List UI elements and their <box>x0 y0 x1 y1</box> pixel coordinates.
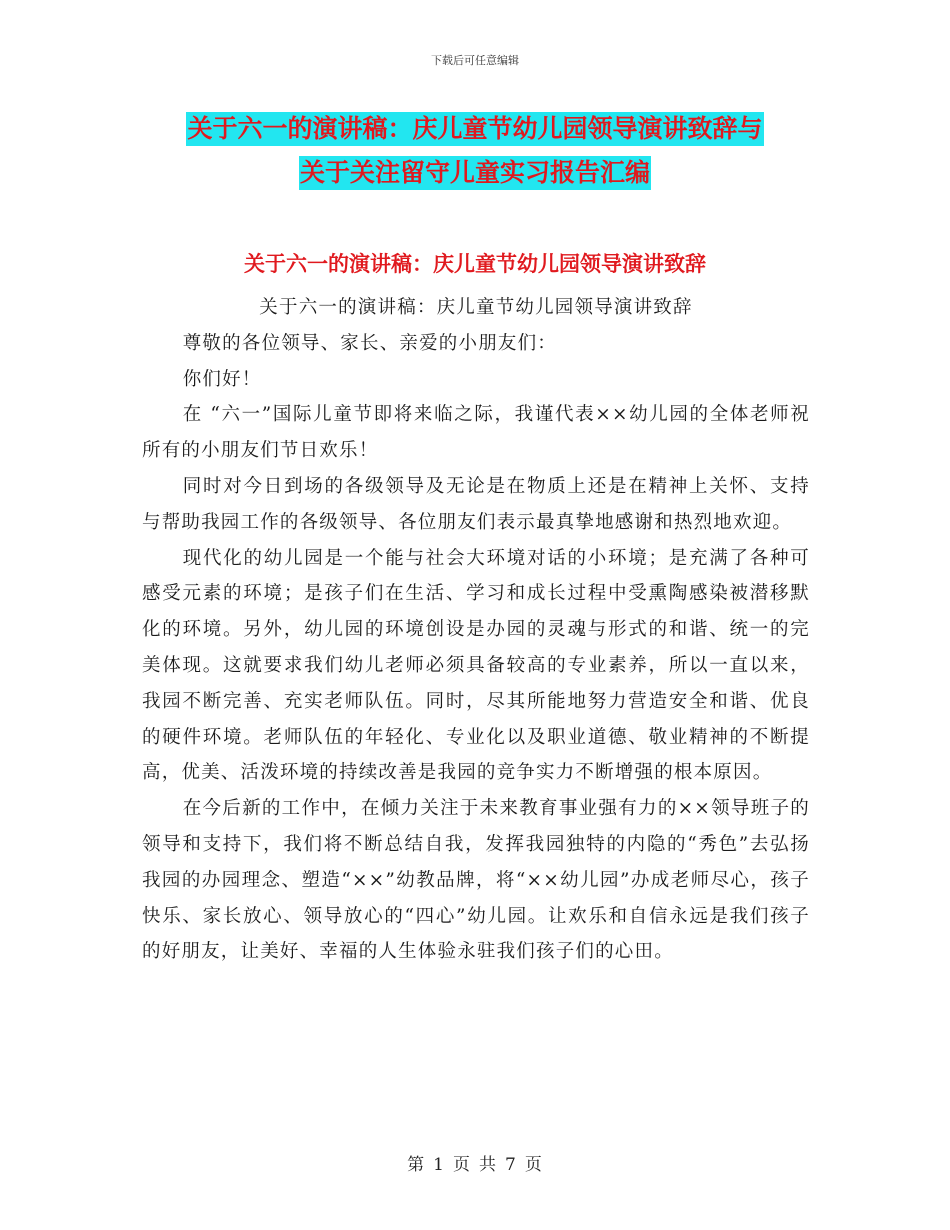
paragraph: 同时对今日到场的各级领导及无论是在物质上还是在精神上关怀、支持与帮助我园工作的各级领导、各位朋友们表示最真挚地感谢和热烈地欢迎。 <box>142 475 810 533</box>
page-footer <box>0 1150 950 1175</box>
footer-ye: 页 <box>453 1155 471 1175</box>
page-header: 下载后可任意编辑 <box>431 54 519 67</box>
footer-ye2: 页 <box>524 1155 543 1175</box>
title-text-2: 关于关注留守儿童实习报告汇编 <box>299 156 651 190</box>
document-body <box>142 290 810 970</box>
footer-di: 第 <box>407 1155 426 1175</box>
document-title-line-2 <box>0 156 950 190</box>
title-text-1: 关于六一的演讲稿：庆儿童节幼儿园领导演讲致辞与 <box>186 112 763 146</box>
footer-gong: 共 <box>479 1155 497 1175</box>
page-number: 1 <box>433 1155 445 1175</box>
paragraph: 在今后新的工作中，在倾力关注于未来教育事业强有力的××领导班子的领导和支持下，我们将不断总结自我，发挥我园独特的内隐的“秀色”去弘扬我园的办园理念、塑造“××”幼教品牌，将“××幼儿园”办成老师尽心，孩子快乐、家长放心、领导放心的“四心”幼儿园。让欢乐和自信永远是我们孩子的好朋友，让美好、幸福的人生体验永驻我们孩子们的心田。 <box>142 798 810 963</box>
paragraph: 你们好！ <box>182 368 262 390</box>
paragraph: 在 “六一”国际儿童节即将来临之际，我谨代表××幼儿园的全体老师祝所有的小朋友们节日欢乐！ <box>142 404 810 462</box>
paragraph: 关于六一的演讲稿：庆儿童节幼儿园领导演讲致辞 <box>259 297 693 318</box>
paragraph: 现代化的幼儿园是一个能与社会大环境对话的小环境；是充满了各种可感受元素的环境；是孩子们在生活、学习和成长过程中受熏陶感染被潜移默化的环境。另外，幼儿园的环境创设是办园的灵魂与形式的和谐、统一的完美体现。这就要求我们幼儿老师必须具备较高的专业素养，所以一直以来，我园不断完善、充实老师队伍。同时，尽其所能地努力营造安全和谐、优良的硬件环境。老师队伍的年轻化、专业化以及职业道德、敬业精神的不断提高，优美、活泼环境的持续改善是我园的竞争实力不断增强的根本原因。 <box>142 547 810 784</box>
section-title: 关于六一的演讲稿：庆儿童节幼儿园领导演讲致辞 <box>244 252 706 276</box>
document-title-line-1 <box>0 112 950 146</box>
paragraph: 尊敬的各位领导、家长、亲爱的小朋友们： <box>182 332 557 354</box>
page-total: 7 <box>505 1155 517 1175</box>
